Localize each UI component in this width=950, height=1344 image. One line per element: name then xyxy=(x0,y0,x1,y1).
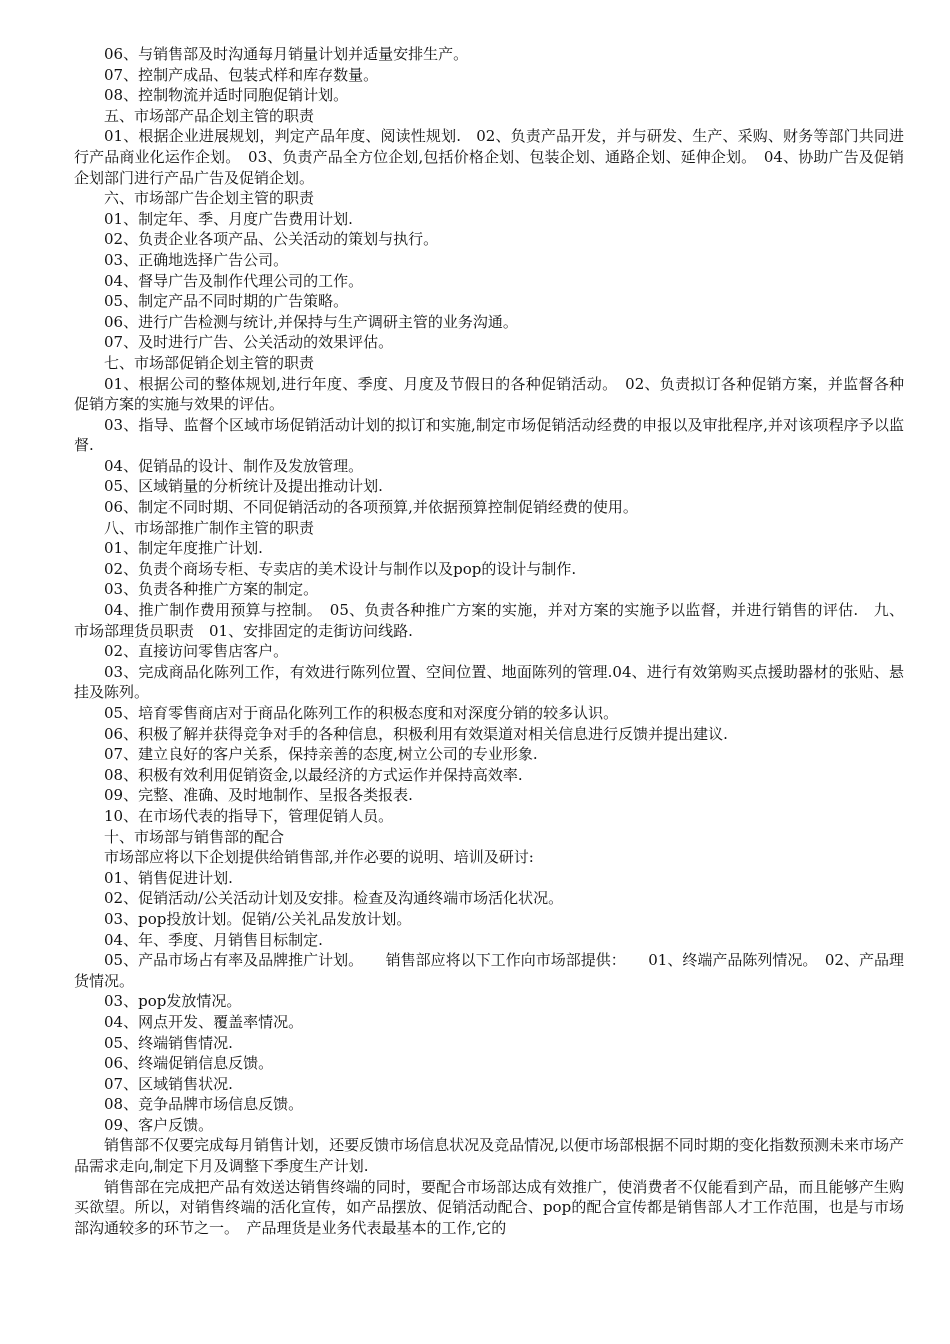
paragraph: 02、直接访问零售店客户。 xyxy=(104,642,289,661)
paragraph: 08、积极有效利用促销资金,以最经济的方式运作并保持高效率. xyxy=(104,765,523,784)
paragraph: 07、区域销售状况. xyxy=(104,1074,233,1093)
paragraph: 03、指导、监督个区域市场促销活动计划的拟订和实施,制定市场促销活动经费的申报以及审批程序,并对该项程序予以监督. xyxy=(74,415,904,455)
paragraph: 02、促销活动/公关活动计划及安排。检查及沟通终端市场活化状况。 xyxy=(104,889,564,908)
section-heading: 十、市场部与销售部的配合 xyxy=(104,827,285,846)
paragraph: 03、负责各种推广方案的制定。 xyxy=(104,580,319,599)
paragraph: 04、推广制作费用预算与控制。 05、负责各种推广方案的实施，并对方案的实施予以监督，并进行销售的评估. 九、市场部理货员职责 01、安排固定的走街访问线路. xyxy=(74,601,904,640)
paragraph: 01、制定年度推广计划. xyxy=(104,539,263,558)
paragraph: 06、进行广告检测与统计,并保持与生产调研主管的业务沟通。 xyxy=(104,312,518,331)
paragraph: 销售部不仅要完成每月销售计划，还要反馈市场信息状况及竞品情况,以便市场部根据不同时期的变化指数预测未来市场产品需求走向,制定下月及调整下季度生产计划. xyxy=(74,1136,904,1176)
paragraph: 04、督导广告及制作代理公司的工作。 xyxy=(104,271,364,290)
paragraph: 05、终端销售情况. xyxy=(104,1033,233,1052)
paragraph: 05、制定产品不同时期的广告策略。 xyxy=(104,292,349,311)
paragraph: 市场部应将以下企划提供给销售部,并作必要的说明、培训及研讨: xyxy=(104,848,534,867)
paragraph: 06、制定不同时期、不同促销活动的各项预算,并依据预算控制促销经费的使用。 xyxy=(104,498,638,517)
paragraph: 销售部在完成把产品有效送达销售终端的同时，要配合市场部达成有效推广，使消费者不仅能看到产品，而且能够产生购买欲望。所以，对销售终端的活化宣传，如产品摆放、促销活动配合、pop的配合宣传都是销售部人才工作范围，也是与市场部沟通较多的环节之一。 产品理货是业务代表最基本的工作,它的 xyxy=(74,1177,904,1237)
paragraph: 02、负责企业各项产品、公关活动的策划与执行。 xyxy=(104,230,439,249)
paragraph: 07、控制产成品、包装式样和库存数量。 xyxy=(104,65,379,84)
section-heading: 五、市场部产品企划主管的职责 xyxy=(104,106,315,125)
paragraph: 04、网点开发、覆盖率情况。 xyxy=(104,1012,304,1031)
paragraph: 01、根据企业进展规划，判定产品年度、阅读性规划. 02、负责产品开发，并与研发、生产、采购、财务等部门共同进行产品商业化运作企划。 03、负责产品全方位企划,包括价格企划、包装企划、通路企划、延伸企划。 04、协助广告及促销企划部门进行产品广告及促销企划。 xyxy=(74,127,904,187)
paragraph: 08、控制物流并适时同胞促销计划。 xyxy=(104,86,349,105)
paragraph: 03、完成商品化陈列工作，有效进行陈列位置、空间位置、地面陈列的管理.04、进行有效第购买点援助器材的张贴、悬挂及陈列。 xyxy=(74,662,904,702)
section-heading: 六、市场部广告企划主管的职责 xyxy=(104,189,315,208)
paragraph: 07、及时进行广告、公关活动的效果评估。 xyxy=(104,333,394,352)
section-heading: 八、市场部推广制作主管的职责 xyxy=(104,518,315,537)
paragraph: 04、年、季度、月销售目标制定. xyxy=(104,930,323,949)
paragraph: 01、制定年、季、月度广告费用计划. xyxy=(104,209,353,228)
paragraph: 03、pop投放计划。促销/公关礼品发放计划。 xyxy=(104,909,412,928)
paragraph: 03、pop发放情况。 xyxy=(104,992,242,1011)
paragraph: 05、产品市场占有率及品牌推广计划。 销售部应将以下工作向市场部提供： 01、终端产品陈列情况。 02、产品理货情况。 xyxy=(74,951,904,990)
paragraph: 02、负责个商场专柜、专卖店的美术设计与制作以及pop的设计与制作. xyxy=(104,559,577,578)
section-heading: 七、市场部促销企划主管的职责 xyxy=(104,353,315,372)
paragraph: 08、竞争品牌市场信息反馈。 xyxy=(104,1095,304,1114)
paragraph: 09、客户反馈。 xyxy=(104,1115,214,1134)
paragraph: 06、积极了解并获得竞争对手的各种信息，积极利用有效渠道对相关信息进行反馈并提出建议. xyxy=(104,724,728,743)
paragraph: 06、终端促销信息反馈。 xyxy=(104,1054,274,1073)
paragraph: 01、根据公司的整体规划,进行年度、季度、月度及节假日的各种促销活动。 02、负责拟订各种促销方案，并监督各种促销方案的实施与效果的评估。 xyxy=(74,374,904,414)
paragraph: 04、促销品的设计、制作及发放管理。 xyxy=(104,456,364,475)
paragraph: 10、在市场代表的指导下，管理促销人员。 xyxy=(104,806,394,825)
paragraph: 05、培育零售商店对于商品化陈列工作的积极态度和对深度分销的较多认识。 xyxy=(104,704,619,722)
paragraph: 03、正确地选择广告公司。 xyxy=(104,250,289,269)
paragraph: 06、与销售部及时沟通每月销量计划并适量安排生产。 xyxy=(104,45,469,63)
paragraph: 05、区域销量的分析统计及提出推动计划. xyxy=(104,477,383,496)
paragraph: 09、完整、准确、及时地制作、呈报各类报表. xyxy=(104,786,413,805)
paragraph: 07、建立良好的客户关系，保持亲善的态度,树立公司的专业形象. xyxy=(104,745,538,764)
paragraph: 01、销售促进计划. xyxy=(104,868,233,887)
